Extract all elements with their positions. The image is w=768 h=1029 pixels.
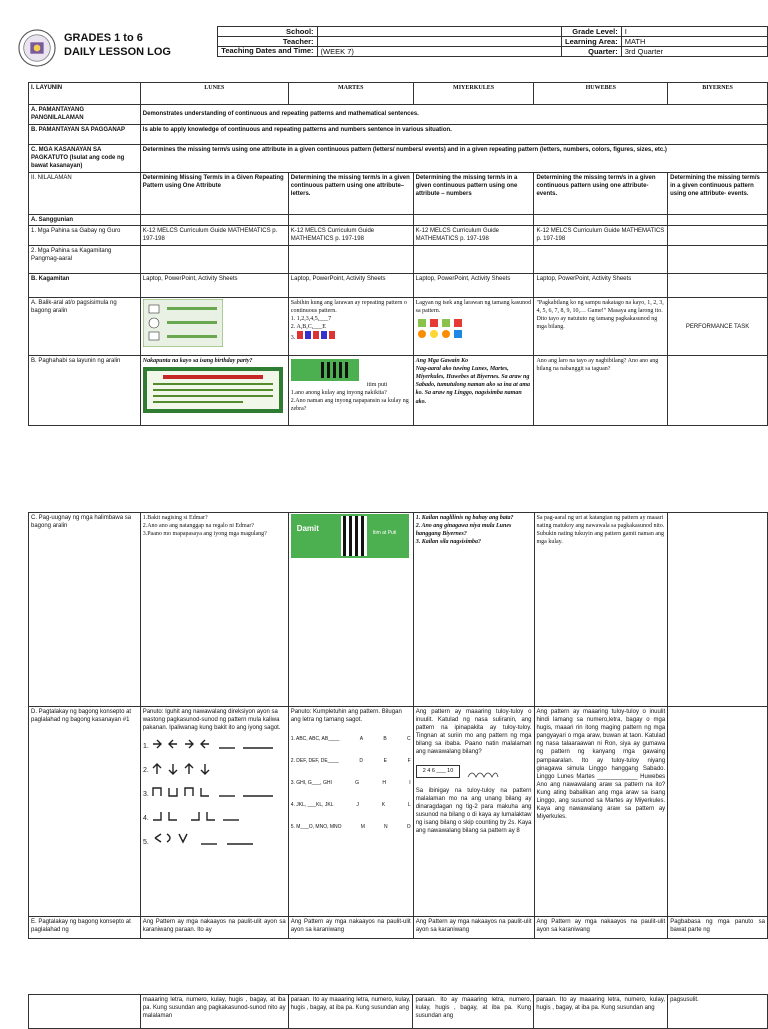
paguugnay-lunes: 1.Bakit nagising si Edmar? 2.Ano ano ang natanggap na regalo ni Edmar? 3.Paano mo mapapasaya ang iyong mga magulang? — [140, 513, 288, 707]
gabay-huwebes: K-12 MELCS Curriculum Guide MATHEMATICS p. 197-198 — [534, 226, 668, 246]
nilalaman-biyernes: Determining the missing term/s in a given continuous pattern using one attribute- events. — [668, 173, 768, 215]
svg-text:3.: 3. — [142, 791, 149, 799]
paguugnay-huwebes: Sa pag-aaral ng uri at katangian ng pattern ay maaari nating matukoy ang nawawala sa pagkakasunod nito. Subukin nating tukuyin ang pattern gamit naman ang mga kulay. — [534, 513, 668, 707]
damit-image: Damit Itim at Puti — [291, 514, 409, 558]
row-label-kagamitan: B. Kagamitan — [29, 274, 141, 298]
list-item: 3. GHI, G___, GHI G H I — [290, 780, 411, 787]
list-item: 5. M___O, MNO, MNO M N O — [290, 824, 411, 831]
area-label: Learning Area: — [562, 37, 622, 47]
gabay-martes: K-12 MELCS Curriculum Guide MATHEMATICS p. 197-198 — [288, 226, 413, 246]
svg-text:1.: 1. — [142, 743, 149, 751]
kasanayan-text: Determines the missing term/s using one attribute in a given continuous pattern (letters/ numbers/ events) and in a given repeating pattern (letters, numbers, colors, figures, sizes, etc.) — [140, 145, 767, 173]
pagtalakay2-martes: Ang Pattern ay mga nakaayos na paulit-ulit ayon sa karaniwang — [288, 917, 413, 939]
day-lunes: LUNES — [140, 83, 288, 105]
quarter-label: Quarter: — [562, 47, 622, 57]
paguugnay-miyerkules: 1. Kailan naglilinis ng bahay ang bata? 2. Ano ang ginagawa niya mula Lunes hanggang Biyernes? 3. Kailan sila nagsisimba? — [413, 513, 534, 707]
gabay-lunes: K-12 MELCS Curriculum Guide MATHEMATICS p. 197-198 — [140, 226, 288, 246]
balik-martes: Sabihin kung ang larawan ay repeating pattern o continuous pattern. 1. 1,2,3,4,5,___7 2. A,B,C,___E 3. — [288, 298, 413, 356]
checkbox-pattern-image — [416, 317, 486, 341]
row-label-balik: A. Balik-aral at/o pagsisimula ng bagong aralin — [29, 298, 141, 356]
paguugnay-martes — [288, 513, 413, 707]
balik-huwebes: "Pagkabilang ko ng sampu nakatago na kayo, 1, 2, 3, 4, 5, 6, 7, 8, 9, 10,… Game!" Masaya ang larong ito. Dito tayo ay natututo ng tamang pagkakasunod ng mga bilang. — [534, 298, 668, 356]
number-sequence-box: 2 4 6 ___ 10 — [416, 765, 461, 778]
svg-text:2.: 2. — [142, 767, 149, 775]
martes-pattern-items — [291, 736, 411, 846]
quarter-value: 3rd Quarter — [621, 47, 767, 57]
row-label-paguugnay: C. Pag-uugnay ng mga halimbawa sa bagong aralin — [29, 513, 141, 707]
paghahabi-huwebes: Ano ang laro na tayo ay nagbibilang? Ano ano ang bilang na nabanggit sa taguan? — [534, 356, 668, 426]
day-biyernes: BIYERNES — [668, 83, 768, 105]
pagtalakay1-miyerkules: Ang pattern ay maaaring tuloy-tuloy o inuulit. Katulad ng nasa suliranin, ang pattern na ipinapakita ay tuloy-tuloy. Tingnan at suriin mo ang pattern ng mga bilang sa ibaba. Paano natin malalaman ang nawawalang bilang? 2 4 6 ___ 10 Sa ibinigay na tuloy-tuloy na pattern malalaman mo na ang unang bilang ay dinaragdagan ng tig-2 para makuha ang susunod na bilang o di kaya ay lumalaktaw ng isang bilang o skip counting by 2s. Kaya ang nawawalang bilang sa pattern ay 8 — [413, 707, 534, 917]
row-label-pagganap: B. PAMANTAYAN SA PAGGANAP — [29, 125, 141, 145]
list-item: 4. JKL, ___KL, JKL J K L — [290, 802, 411, 809]
pagganap-text: Is able to apply knowledge of continuous and repeating patterns and numbers sentence in various situation. — [140, 125, 767, 145]
day-huwebes: HUWEBES — [534, 83, 668, 105]
gabay-biyernes — [668, 226, 768, 246]
color-blocks-icon — [297, 331, 337, 339]
school-value — [317, 27, 562, 37]
skip-counting-arcs-icon — [466, 765, 500, 779]
pagtalakay2-lunes: Ang Pattern ay mga nakaayos na paulit-ulit ayon sa karaniwang paraan. Ito ay — [140, 917, 288, 939]
deped-seal-icon — [18, 29, 56, 67]
row-label-pagtalakay1: D. Pagtalakay ng bagong konsepto at paglalahad ng bagong kasanayan #1 — [29, 707, 141, 917]
nilalaman-miyerkules: Determining the missing term/s in a given continuous pattern using one attribute – numbers — [413, 173, 534, 215]
nilalaman-huwebes: Determining the missing term/s in a given continuous pattern using one attribute- events. — [534, 173, 668, 215]
grade-label: Grade Level: — [562, 27, 622, 37]
cont-miyerkules: paraan. Ito ay maaaring letra, numero, kulay, hugis , bagay, at iba pa. Kung susundan ang — [413, 995, 534, 1029]
paghahabi-miyerkules: Ang Mga Gawain Ko Nag-aaral ako tuwing Lunes, Martes, Miyerkules, Huwebes at Biyernes. Sa araw ng Sabado, tumutulong naman ako sa ina at ama ko. Sa araw ng Linggo, nagsisimba naman ako. — [413, 356, 534, 426]
grade-value: I — [621, 27, 767, 37]
paghahabi-lunes: Nakapunta na kayo sa isang birthday party? — [140, 356, 288, 426]
row-label-layunin: I. LAYUNIN — [29, 83, 141, 105]
area-value: MATH — [621, 37, 767, 47]
balik-miyerkules: Lagyan ng tsek ang larawan ng tamang kasunod sa pattern. — [413, 298, 534, 356]
lesson-table-part1 — [28, 82, 768, 426]
teaching-value: (WEEK 7) — [317, 47, 562, 57]
kagamitan-miyerkules: Laptop, PowerPoint, Activity Sheets — [413, 274, 534, 298]
row-label-gabay: 1. Mga Pahina sa Gabay ng Guro — [29, 226, 141, 246]
lesson-table-part2 — [28, 512, 768, 939]
info-table — [217, 26, 768, 57]
balik-biyernes: PERFORMANCE TASK — [668, 298, 768, 356]
day-miyerkules: MIYERKULES — [413, 83, 534, 105]
list-item: 1. ABC, ABC, AB____ A B C — [290, 736, 411, 743]
pagtalakay1-huwebes: Ang pattern ay maaaring tuloy-tuloy o inuulit hindi lamang sa numero,letra, bagay o mga hugis, maaari rin itong maging pattern ng mga pangyayari o mga araw, buwan at taon. Katulad ng nasa talaaraawan ni Ron, siya ay gumawa ng pattern ng kanyang mga gawaing pampaaralan. Ito ay tuloy-tuloy niyang ginagawa simula Linggo hanggang Sabado. Linggo Lunes Martes ____________ Huwebes Ano ang nawawalang araw sa pattern na ito? Kung ating babalikan ang mga araw sa isang Linggo, ang susunod sa Martes ay Miyerkules. Kaya ang nawawalang araw sa pattern ay Miyerkules. — [534, 707, 668, 917]
row-label-kasanayan: C. MGA KASANAYAN SA PAGKATUTO (Isulat ang code ng bawat kasanayan) — [29, 145, 141, 173]
svg-text:4.: 4. — [142, 815, 149, 823]
kagamitan-lunes: Laptop, PowerPoint, Activity Sheets — [140, 274, 288, 298]
birthday-party-image — [143, 367, 283, 413]
document-header — [14, 26, 768, 72]
pagtalakay2-miyerkules: Ang Pattern ay mga nakaayos na paulit-ulit ayon sa karaniwang — [413, 917, 534, 939]
svg-text:5.: 5. — [142, 839, 149, 847]
pagtalakay1-lunes: Panuto: Iguhit ang nawawalang direksiyon ayon sa wastong pagkasunod-sunod ng pattern mula kaliwa pakanan. Ipaliwanag kung bakit ito ang iyong sagot. 1. 2. 3. 4. 5. — [140, 707, 288, 917]
row-label-kagamitang: 2. Mga Pahina sa Kagamitang Pangmag-aaral — [29, 246, 141, 274]
gabay-miyerkules: K-12 MELCS Curriculum Guide MATHEMATICS p. 197-198 — [413, 226, 534, 246]
kagamitan-biyernes — [668, 274, 768, 298]
school-label: School: — [218, 27, 318, 37]
nilalaman-martes: Determining the missing term/s in a given continuous pattern using one attribute–letters. — [288, 173, 413, 215]
title-line1: GRADES 1 to 6 — [64, 32, 143, 44]
pagtalakay2-huwebes: Ang Pattern ay mga nakaayos na paulit-ulit ayon sa karaniwang — [534, 917, 668, 939]
day-martes: MARTES — [288, 83, 413, 105]
cont-huwebes: paraan. Ito ay maaaring letra, numero, kulay, hugis , bagay, at iba pa. Kung susundan ang — [534, 995, 668, 1029]
pagtalakay1-martes: Panuto: Kumpletuhin ang pattern. Bilugan ang letra ng tamang sagot. 1. ABC, ABC, AB____ A B C 2. DEF, DEF, DE____ D E F 3. GHI, G___, GHI G H I 4. JKL, ___KL, JKL J K L 5. M___O, MNO, MNO M N O — [288, 707, 413, 917]
kagamitan-martes: Laptop, PowerPoint, Activity Sheets — [288, 274, 413, 298]
kagamitan-huwebes: Laptop, PowerPoint, Activity Sheets — [534, 274, 668, 298]
cont-martes: paraan. Ito ay maaaring letra, numero, kulay, hugis , bagay, at iba pa. Kung susundan ang — [288, 995, 413, 1029]
teacher-value — [317, 37, 562, 47]
paghahabi-martes: itim puti 1.ano anong kulay ang inyong nakikita? 2.Ano naman ang inyong napapansin sa kulay ng zebra? — [288, 356, 413, 426]
list-item: 2. DEF, DEF, DE____ D E F — [290, 758, 411, 765]
arrow-direction-pattern-image — [143, 734, 283, 854]
pagtalakay2-biyernes: Pagbabasa ng mga panuto sa bawat parte ng — [668, 917, 768, 939]
pattern-shapes-image — [143, 299, 223, 347]
cont-lunes: maaaring letra, numero, kulay, hugis , bagay, at iba pa. Kung susundan ang pagkakasunod-sunod nito ay malalaman — [140, 995, 288, 1029]
row-label-pamantayang: A. PAMANTAYANG PANGNILALAMAN — [29, 105, 141, 125]
row-label-nilalaman: II. NILALAMAN — [29, 173, 141, 215]
teacher-label: Teacher: — [218, 37, 318, 47]
row-label-sanggunian: A. Sanggunian — [29, 215, 141, 226]
pamantayang-text: Demonstrates understanding of continuous and repeating patterns and mathematical sentences. — [140, 105, 767, 125]
row-label-paghahabi: B. Paghahabi sa layunin ng aralin — [29, 356, 141, 426]
row-label-pagtalakay2: E. Pagtalakay ng bagong konsepto at paglalahad ng — [29, 917, 141, 939]
nilalaman-lunes: Determining Missing Term/s in a Given Repeating Pattern using One Attribute — [140, 173, 288, 215]
cont-biyernes: pagsusulit. — [668, 995, 768, 1029]
zebra-image — [291, 359, 359, 381]
balik-lunes — [140, 298, 288, 356]
teaching-label: Teaching Dates and Time: — [218, 47, 318, 57]
title-line2: DAILY LESSON LOG — [64, 46, 171, 58]
striped-dress-icon — [341, 516, 367, 556]
